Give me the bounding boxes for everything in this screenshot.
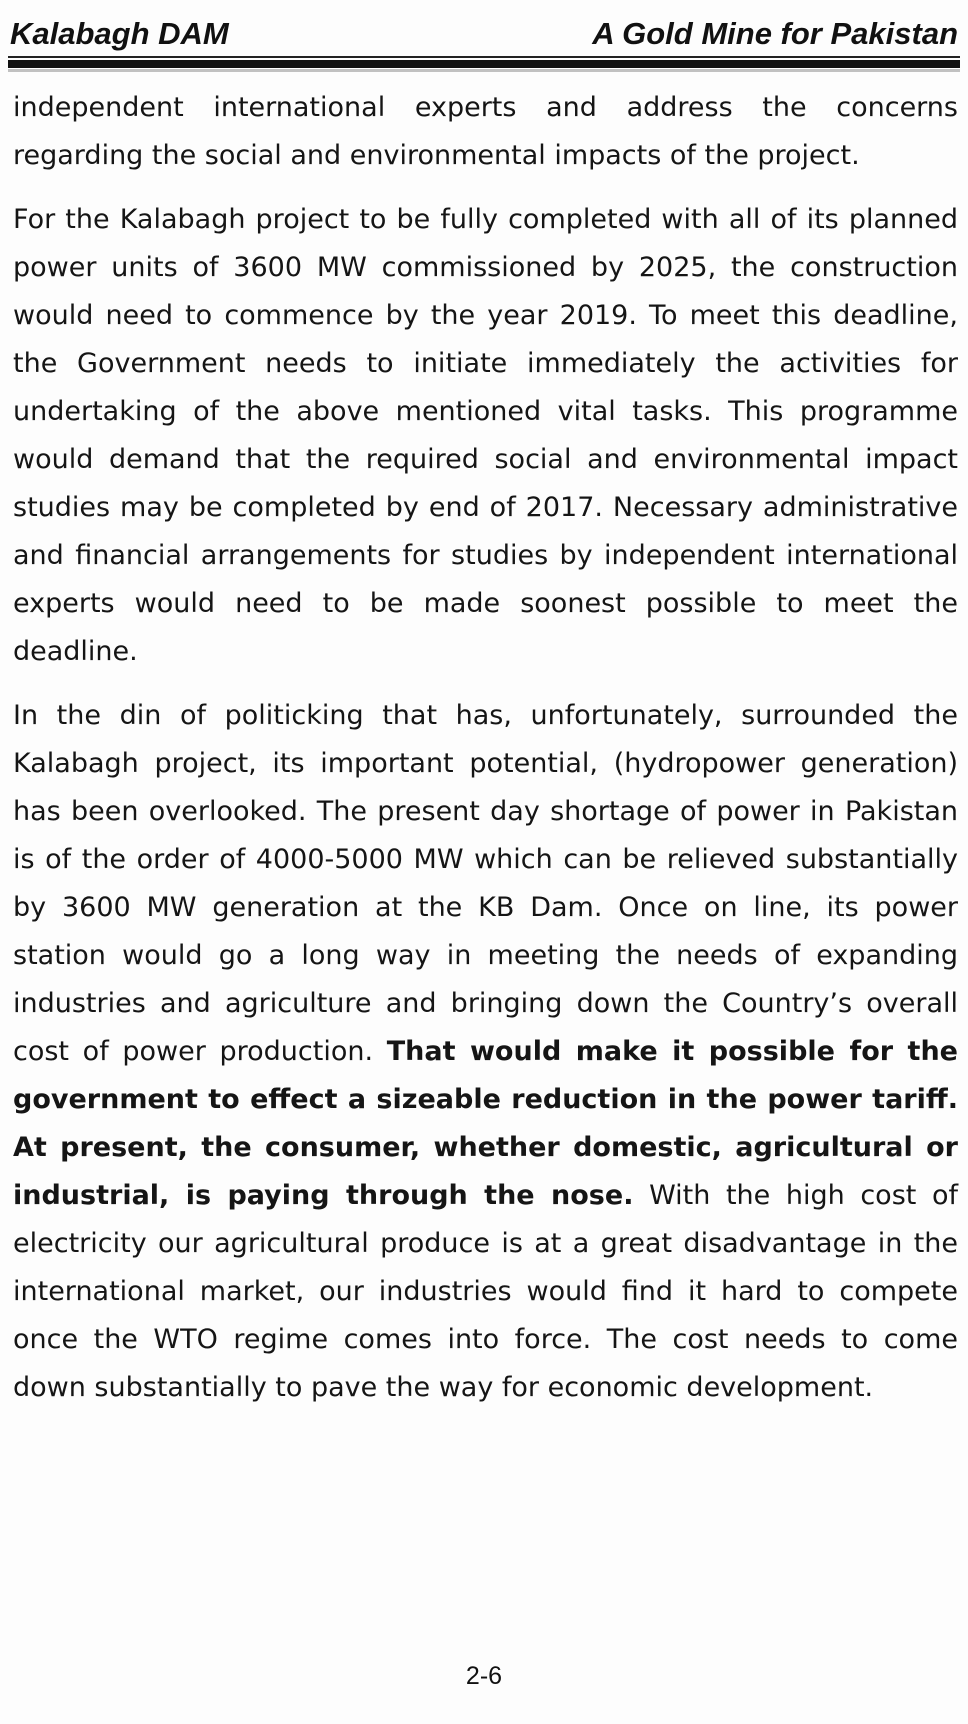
body-text: [13, 84, 958, 1428]
header-rule-thin: [8, 56, 960, 58]
header-rule-thick: [8, 60, 960, 68]
paragraph-2: For the Kalabagh project to be fully completed with all of its planned power units of 3600 MW commissioned by 2025, the construction would need to commence by the year 2019. To meet this deadline, the Government needs to initiate immediately the activities for undertaking of the above mentioned vital tasks. This programme would demand that the required social and environmental impact studies may be completed by end of 2017. Necessary administrative and financial arrangements for studies by independent international experts would need to be made soonest possible to meet the deadline.: [13, 204, 958, 667]
header-rule-shadow: [8, 69, 960, 72]
header-right-title: A Gold Mine for Pakistan: [592, 16, 958, 51]
paragraph-3-bold-text: That would make it possible for the government to effect a sizeable reduction in the power tariff. At present, the consumer, whether domestic, agricultural or industrial, is paying through the nose.: [13, 1036, 958, 1211]
paragraph-3-text-a: In the din of politicking that has, unfortunately, surrounded the Kalabagh project, its important potential, (hydropower generation) has been overlooked. The present day shortage of power in Pakistan is of the order of 4000-5000 MW which can be relieved substantially by 3600 MW generation at the KB Dam. Once on line, its power station would go a long way in meeting the needs of expanding industries and agriculture and bringing down the Country’s overall cost of power production.: [13, 700, 958, 1067]
paragraph-1: independent international experts and address the concerns regarding the social and environmental impacts of the project.: [13, 92, 958, 171]
running-header: [10, 8, 958, 52]
paragraph-3-text-b: With the high cost of electricity our agricultural produce is at a great disadvantage in the international market, our industries would find it hard to compete once the WTO regime comes into force. The cost needs to come down substantially to pave the way for economic development.: [13, 1180, 958, 1403]
header-left-title: Kalabagh DAM: [10, 16, 229, 51]
paragraph-3: [13, 692, 958, 1412]
page-number: 2-6: [465, 1662, 503, 1690]
